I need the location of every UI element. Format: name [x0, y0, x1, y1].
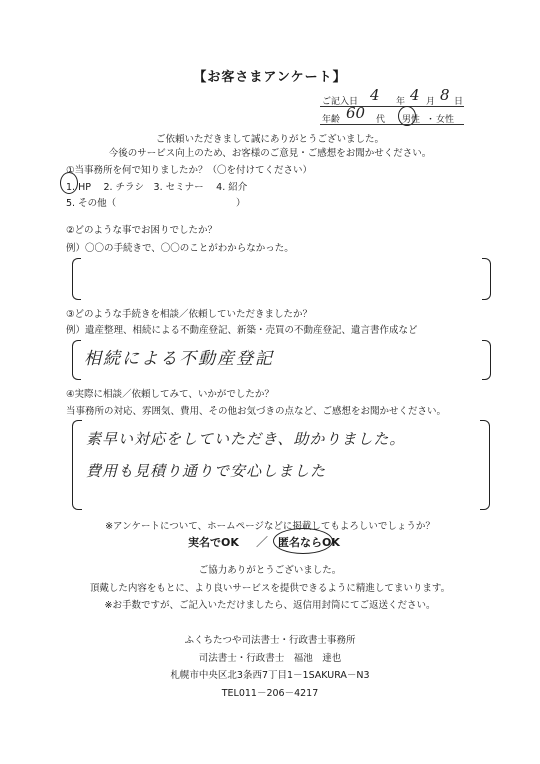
age-underline	[320, 124, 464, 125]
q1-other-label: 5. その他（	[66, 198, 117, 209]
publish-question: ※アンケートについて、ホームページなどに掲載してもよろしいでしょうか？	[105, 521, 435, 532]
q4-answer-line-1[interactable]: 素早い対応をしていただき、助かりました。	[86, 430, 406, 448]
q4-bracket-right	[480, 420, 490, 510]
q1-question: ①当事務所を何で知りましたか？（〇を付けてください）	[66, 165, 313, 176]
gender-male[interactable]: 男性	[402, 115, 421, 125]
publish-option-real[interactable]: 実名でOK	[188, 536, 239, 549]
date-year-value[interactable]: 4	[370, 86, 380, 104]
q1-options[interactable]: 1. HP 2. チラシ 3. セミナー 4. 紹介	[66, 182, 248, 193]
q1-other-close: ）	[236, 198, 246, 209]
office-address: 札幌市中央区北3条西7丁目1－1SAKURA－N3	[170, 670, 370, 681]
q2-example: 例）〇〇の手続きで、〇〇のことがわからなかった。	[66, 243, 294, 254]
closing-line-3: ※お手数ですが、ご記入いただけましたら、返信用封筒にてご返送ください。	[104, 600, 436, 611]
gender-male-circle-mark	[398, 106, 416, 126]
office-tel[interactable]: TEL011－206－4217	[221, 688, 319, 699]
closing-line-2: 頂戴した内容をもとに、より良いサービスを提供できるように精進してまいります。	[89, 583, 451, 594]
age-label: 年齢	[322, 115, 341, 125]
publish-option-anon[interactable]: 匿名ならOK	[278, 536, 340, 549]
age-value[interactable]: 60	[346, 104, 366, 122]
q3-bracket-right	[482, 340, 491, 380]
month-unit: 月	[426, 97, 436, 107]
q4-prompt: 当事務所の対応、雰囲気、費用、その他お気づきの点など、ご感想をお聞かせください。	[66, 406, 447, 417]
date-label: ご記入日	[322, 97, 359, 107]
gender-female[interactable]: 女性	[436, 115, 455, 125]
date-month-value[interactable]: 4	[410, 86, 420, 104]
date-day-value[interactable]: 8	[440, 86, 450, 104]
q3-answer[interactable]: 相続による不動産登記	[84, 349, 274, 369]
closing-line-1: ご協力ありがとうございました。	[198, 565, 342, 576]
office-person: 司法書士・行政書士 福池 達也	[198, 653, 342, 664]
q4-bracket-left	[72, 420, 82, 510]
q2-bracket-left	[72, 258, 81, 300]
q1-option-hp-circle-mark	[60, 172, 78, 194]
q3-question: ③どのような手続きを相談／依頼していただきましたか？	[66, 309, 313, 320]
age-unit: 代	[376, 115, 386, 125]
q4-answer-line-2[interactable]: 費用も見積り通りで安心しました	[86, 462, 327, 480]
q3-bracket-left	[72, 340, 81, 380]
intro-line-2: 今後のサービス向上のため、お客様のご意見・ご感想をお聞かせください。	[108, 148, 432, 159]
publish-anon-circle-mark	[273, 528, 333, 554]
q2-bracket-right	[482, 258, 491, 300]
q2-question: ②どのような事でお困りでしたか？	[66, 225, 218, 236]
publish-separator: ／	[256, 535, 269, 549]
q3-example: 例）遺産整理、相続による不動産登記、新築・売買の不動産登記、遺言書作成など	[66, 325, 418, 336]
intro-line-1: ご依頼いただきまして誠にありがとうございました。	[155, 134, 384, 145]
gender-separator: ・	[426, 115, 436, 125]
day-unit: 日	[454, 97, 464, 107]
year-unit: 年	[396, 97, 406, 107]
q4-question: ④実際に相談／依頼してみて、いかがでしたか？	[66, 389, 274, 400]
survey-title: 【お客さまアンケート】	[193, 70, 347, 85]
date-underline	[320, 106, 464, 107]
office-name: ふくちたつや司法書士・行政書士事務所	[184, 635, 356, 646]
